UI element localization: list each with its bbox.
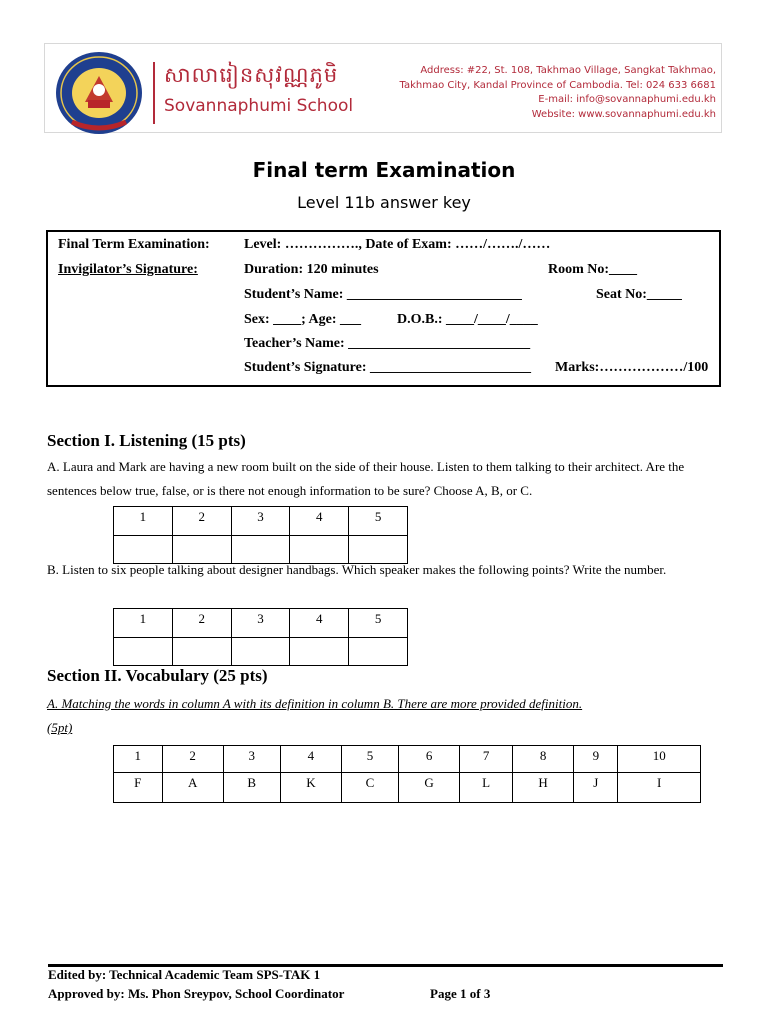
document-subtitle: Level 11b answer key bbox=[297, 193, 471, 212]
table-header-cell: 5 bbox=[342, 746, 399, 773]
page-current: 1 bbox=[459, 986, 467, 1001]
table-header-cell: 2 bbox=[172, 507, 231, 536]
section-2a-points: (5pt) bbox=[47, 720, 73, 735]
invigilator-signature-label: Invigilator’s Signature: bbox=[58, 262, 198, 277]
dob-field: D.O.B.: ____/____/____ bbox=[397, 312, 538, 327]
answer-cell: I bbox=[618, 773, 701, 803]
table-header-cell: 2 bbox=[162, 746, 223, 773]
table-header-cell: 1 bbox=[114, 507, 173, 536]
address-line: Address: #22, St. 108, Takhmao Village, Sangkat Takhmao, bbox=[420, 65, 716, 76]
email-line: E-mail: info@sovannaphumi.edu.kh bbox=[538, 94, 716, 105]
table-header-cell: 1 bbox=[114, 746, 163, 773]
section-1-heading: Section I. Listening (15 pts) bbox=[47, 431, 246, 450]
table-header-cell: 9 bbox=[574, 746, 618, 773]
answer-cell: K bbox=[280, 773, 341, 803]
section-1b-answer-table bbox=[113, 608, 408, 666]
table-header-cell: 10 bbox=[618, 746, 701, 773]
section-2a-instructions: A. Matching the words in column A with its definition in column B. There are more provided definition. bbox=[47, 696, 583, 711]
page-total: 3 bbox=[483, 986, 491, 1001]
page-of: of bbox=[469, 986, 481, 1001]
sex-age-field: Sex: ____; Age: ___ bbox=[244, 312, 362, 327]
approved-by: Approved by: Ms. Phon Sreypov, School Coordinator bbox=[48, 986, 345, 1001]
answer-cell bbox=[172, 638, 231, 666]
section-1a-answer-table bbox=[113, 506, 408, 564]
section-2-heading: Section II. Vocabulary (25 pts) bbox=[47, 666, 268, 685]
table-header-cell: 7 bbox=[460, 746, 513, 773]
school-name-khmer: សាលារៀនសុវណ្ណភូមិ bbox=[164, 63, 339, 87]
table-header-cell: 2 bbox=[172, 609, 231, 638]
school-address bbox=[400, 64, 716, 122]
answer-cell: J bbox=[574, 773, 618, 803]
student-signature-field: Student’s Signature: _______________________ bbox=[244, 360, 532, 375]
answer-cell: A bbox=[162, 773, 223, 803]
answer-cell bbox=[349, 638, 408, 666]
answer-cell: G bbox=[399, 773, 460, 803]
answer-cell bbox=[114, 638, 173, 666]
school-seal-logo bbox=[52, 50, 146, 136]
page-number bbox=[430, 986, 490, 1002]
table-header-cell: 3 bbox=[231, 609, 290, 638]
answer-cell: F bbox=[114, 773, 163, 803]
answer-cell: B bbox=[223, 773, 280, 803]
website-line: Website: www.sovannaphumi.edu.kh bbox=[531, 108, 716, 120]
edited-by: Edited by: Technical Academic Team SPS-TAK 1 bbox=[48, 967, 321, 982]
page-label: Page bbox=[430, 986, 457, 1001]
section-1a-instructions: A. Laura and Mark are having a new room built on the side of their house. Listen to them talking to their architect. Are the sentences below true, false, or is there not enough information to be sure? Choose A, B, or C. bbox=[47, 459, 685, 498]
seat-field: Seat No:_____ bbox=[596, 287, 682, 302]
table-header-cell: 3 bbox=[223, 746, 280, 773]
document-title: Final term Examination bbox=[252, 158, 516, 182]
table-header-cell: 4 bbox=[290, 507, 349, 536]
table-header-cell: 5 bbox=[349, 507, 408, 536]
table-header-cell: 4 bbox=[280, 746, 341, 773]
table-header-cell: 1 bbox=[114, 609, 173, 638]
logo-divider bbox=[153, 62, 155, 124]
school-name: Sovannaphumi School bbox=[164, 96, 354, 116]
table-header-cell: 3 bbox=[231, 507, 290, 536]
table-header-cell: 4 bbox=[290, 609, 349, 638]
student-name-field: Student’s Name: _________________________ bbox=[244, 287, 522, 302]
level-date-field: Level: ……………., Date of Exam: ……/……./…… bbox=[244, 237, 551, 252]
section-1b-instructions: B. Listen to six people talking about designer handbags. Which speaker makes the following points? Write the number. bbox=[47, 562, 667, 577]
answer-cell: H bbox=[513, 773, 574, 803]
table-header-cell: 8 bbox=[513, 746, 574, 773]
address-line: Takhmao City, Kandal Province of Cambodia. Tel: 024 633 6681 bbox=[399, 79, 716, 91]
section-2a-answer-table bbox=[113, 745, 701, 803]
marks-field: Marks:………………/100 bbox=[555, 360, 709, 375]
table-header-cell: 5 bbox=[349, 609, 408, 638]
room-field: Room No:____ bbox=[548, 262, 638, 277]
duration-field: Duration: 120 minutes bbox=[244, 262, 379, 277]
answer-cell bbox=[231, 638, 290, 666]
table-header-cell: 6 bbox=[399, 746, 460, 773]
answer-cell bbox=[290, 638, 349, 666]
answer-cell: L bbox=[460, 773, 513, 803]
exam-label: Final Term Examination: bbox=[58, 237, 210, 252]
teacher-name-field: Teacher’s Name: __________________________ bbox=[244, 336, 531, 351]
answer-cell: C bbox=[342, 773, 399, 803]
